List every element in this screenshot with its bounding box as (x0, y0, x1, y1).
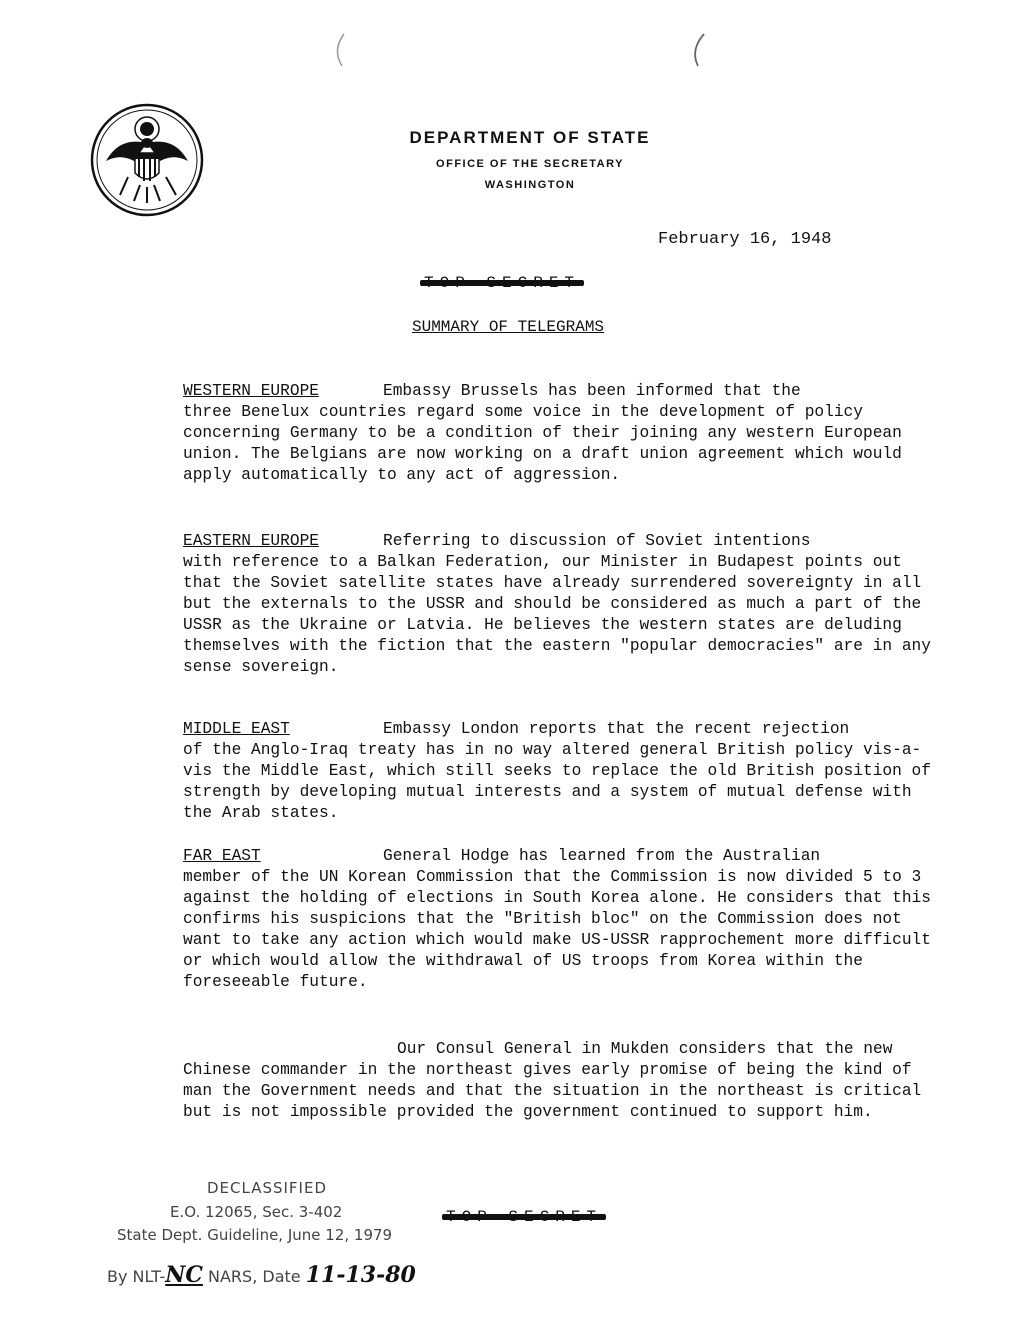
section-heading: MIDDLE EAST (183, 720, 290, 738)
section-heading: FAR EAST (183, 847, 261, 865)
document-date: February 16, 1948 (658, 230, 832, 249)
section-middle-east (183, 719, 943, 824)
declassified-stamp-heading: DECLASSIFIED (207, 1179, 328, 1197)
declassified-stamp-signoff (107, 1262, 416, 1288)
handwritten-initials: NC (165, 1262, 203, 1288)
section-body: three Benelux countries regard some voice in the development of policy concerning Germany to be a condition of their joining any western European union. The Belgians are now working on a draft union agreement which would apply automatically to any act of aggression. (183, 403, 902, 484)
letterhead-city: WASHINGTON (484, 179, 576, 191)
section-heading: EASTERN EUROPE (183, 532, 319, 550)
punch-hole-mark-left (328, 30, 348, 70)
section-body: member of the UN Korean Commission that the Commission is now divided 5 to 3 against the holding of elections in South Korea alone. He considers that this confirms his suspicions that the "British bloc" on the Commission does not want to take any action which would make US-USSR rapprochement more difficult or which would allow the withdrawal of US troops from Korea within the foreseeable future. (183, 868, 931, 991)
section-first-line: Embassy London reports that the recent rejection (383, 720, 850, 738)
by-label: By NLT- (107, 1267, 166, 1286)
section-western-europe (183, 381, 943, 486)
redaction-strike (420, 280, 584, 286)
closing-paragraph: Our Consul General in Mukden considers that the new Chinese commander in the northeast gives early promise of being the kind of man the Government needs and that the situation in the northeast is critical but is not impossible provided the government continued to support him. (183, 1040, 922, 1121)
section-first-line: General Hodge has learned from the Australian (383, 847, 821, 865)
section-heading: WESTERN EUROPE (183, 382, 319, 400)
section-far-east (183, 846, 943, 993)
punch-hole-mark-right (686, 30, 706, 70)
section-first-line: Embassy Brussels has been informed that the (383, 382, 801, 400)
section-eastern-europe (183, 531, 943, 678)
department-seal-icon (90, 103, 204, 217)
handwritten-date: 11-13-80 (305, 1262, 416, 1288)
classification-marking-top (424, 274, 580, 292)
letterhead (330, 128, 730, 200)
redaction-strike (442, 1214, 606, 1220)
declassified-stamp-eo: E.O. 12065, Sec. 3-402 (170, 1203, 343, 1221)
classification-marking-bottom (446, 1208, 602, 1226)
nars-date-label: NARS, Date (208, 1267, 301, 1286)
section-first-line: Referring to discussion of Soviet intentions (383, 532, 811, 550)
section-body: with reference to a Balkan Federation, our Minister in Budapest points out that the Soviet satellite states have already surrendered sovereignty in all but the externals to the USSR and should be considered as much a part of the USSR as the Ukraine or Latvia. He believes the western states are deluding themselves with the fiction that the eastern "popular democracies" are in any sense sovereign. (183, 553, 931, 676)
document-title: SUMMARY OF TELEGRAMS (412, 318, 605, 336)
section-body: of the Anglo-Iraq treaty has in no way altered general British policy vis-a-vis the Middle East, which still seeks to replace the old British position of strength by developing mutual interests and a system of mutual defense with the Arab states. (183, 741, 931, 822)
declassified-stamp-guideline: State Dept. Guideline, June 12, 1979 (117, 1226, 393, 1244)
letterhead-department: DEPARTMENT OF STATE (409, 128, 651, 147)
letterhead-office: OFFICE OF THE SECRETARY (436, 158, 624, 170)
